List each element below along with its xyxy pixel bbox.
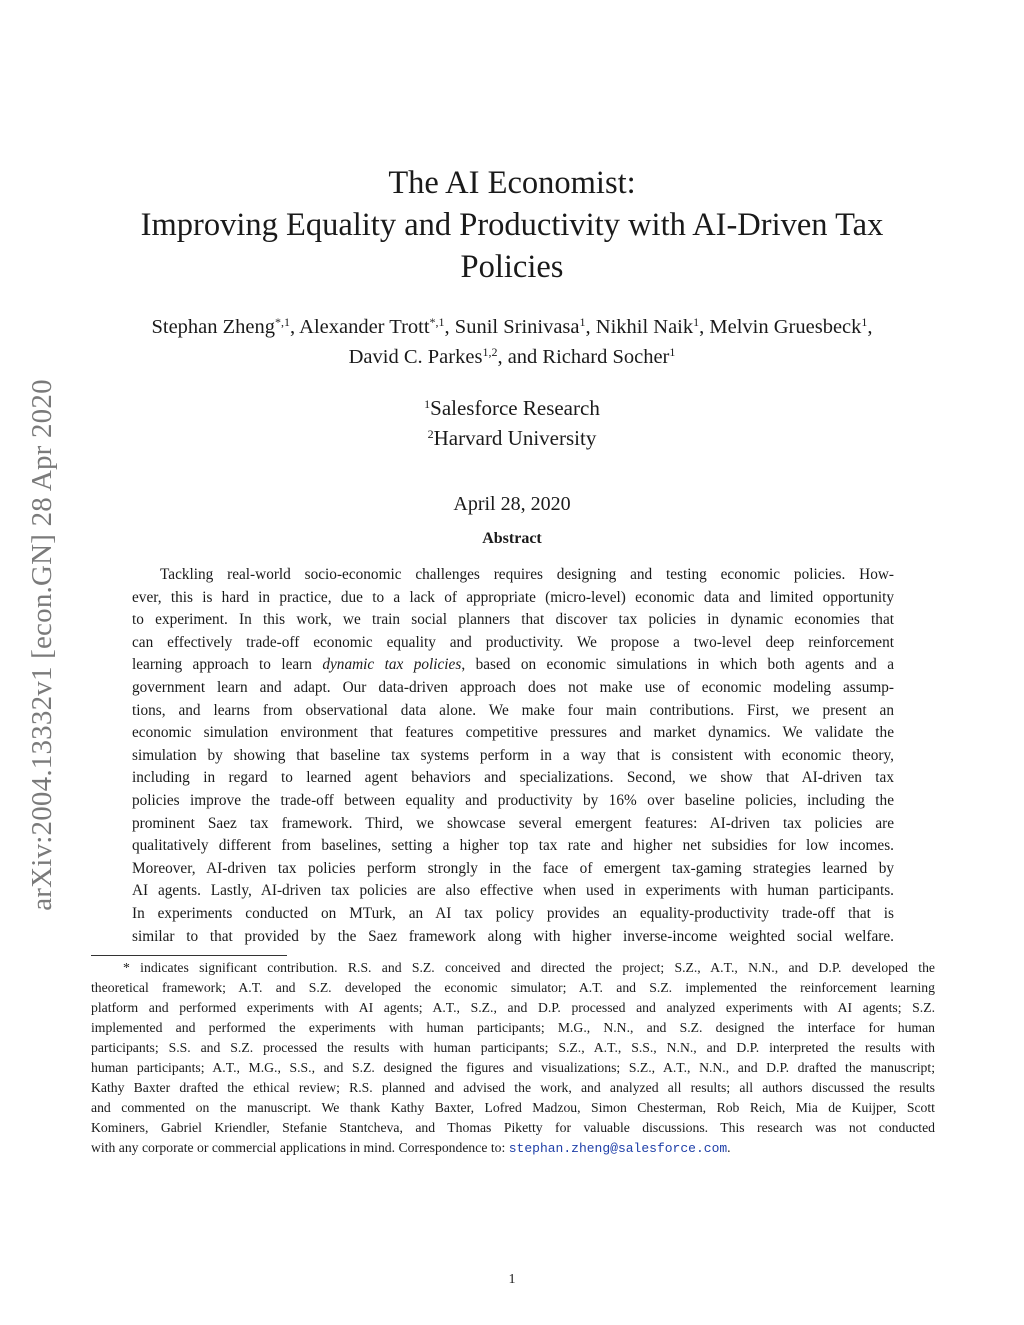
abstract-line: ever, this is hard in practice, due to a lack of appropriate (micro-level) economic data and limited opportunity xyxy=(132,588,894,606)
author-mark: 1 xyxy=(579,315,586,329)
abstract-heading: Abstract xyxy=(482,530,542,547)
affiliation-mark: 2 xyxy=(427,427,434,441)
footnote-line: * indicates significant contribution. R.S. and S.Z. conceived and directed the project; S.Z., A.T., N.N., and D.P. developed the xyxy=(123,960,935,975)
arxiv-identifier: arXiv:2004.13332v1 [econ.GN] 28 Apr 2020 xyxy=(26,379,58,911)
author-mark: *,1 xyxy=(275,315,291,329)
footnote-line: platform and performed experiments with AI agents; A.T., S.Z., and D.P. processed and analyzed experiments with AI agents; S.Z. xyxy=(91,1000,935,1015)
author-line-1: Stephan Zheng$^{*,1}$, Alexander Trott$^{*,1}$, Sunil Srinivasa$^1$, Nikhil Naik$^1$, Melvin Gruesbeck$^1$, xyxy=(151,315,873,338)
author-name: Sunil Srinivasa xyxy=(454,316,580,338)
paper-title-line-1: The AI Economist: xyxy=(388,165,636,201)
author-name: Stephan Zheng xyxy=(151,316,276,338)
author-name: Alexander Trott xyxy=(299,316,430,338)
abstract-body xyxy=(132,564,894,948)
author-name: Richard Socher xyxy=(542,346,670,368)
abstract-line: prominent Saez tax framework. Third, we showcase several emergent features: AI-driven tax policies are xyxy=(132,814,894,832)
publication-date: April 28, 2020 xyxy=(453,493,571,515)
author-mark: *,1 xyxy=(429,315,445,329)
abstract-line: can effectively trade-off economic equality and productivity. We propose a two-level deep reinforcement xyxy=(132,633,894,651)
author-mark: 1 xyxy=(861,315,868,329)
paper-title-line-3: Policies xyxy=(460,249,564,285)
abstract-line: In experiments conducted on MTurk, an AI tax policy provides an equality-productivity trade-off that is xyxy=(132,904,894,922)
correspondence-email-link[interactable]: stephan.zheng@salesforce.com xyxy=(508,1141,728,1156)
author-name: Nikhil Naik xyxy=(595,316,694,338)
author-name: Melvin Gruesbeck xyxy=(709,316,862,338)
abstract-line: economic simulation environment that features competitive pressures and market dynamics. We validate the xyxy=(132,724,894,742)
footnote-line: participants; S.S. and S.Z. processed the results with human participants; S.Z., A.T., S.S., N.N., and D.P. interpreted the results with xyxy=(91,1040,935,1055)
author-mark: 1 xyxy=(693,315,700,329)
author-name: David C. Parkes xyxy=(348,346,483,368)
affiliation-mark: 1 xyxy=(424,397,431,411)
footnote-line: human participants; A.T., M.G., S.S., and S.Z. designed the figures and visualizations; S.Z., A.T., N.N., and D.P. drafted the manuscript; xyxy=(91,1060,935,1075)
abstract-line: including in regard to learned agent behaviors and specializations. Second, we show that AI-driven tax xyxy=(132,769,894,787)
author-line-2: David C. Parkes$^{1,2}$, and Richard Socher$^1$ xyxy=(348,345,676,368)
paper-title-line-2: Improving Equality and Productivity with AI-Driven Tax xyxy=(140,207,884,243)
author-mark: 1,2 xyxy=(482,345,498,359)
footnote-line: theoretical framework; A.T. and S.Z. developed the economic simulator; A.T. and S.Z. implemented the reinforcement learning xyxy=(91,980,935,995)
abstract-line: government learn and adapt. Our data-driven approach does not make use of economic modeling assump- xyxy=(132,678,894,696)
author-mark: 1 xyxy=(669,345,676,359)
abstract-line: qualitatively different from baselines, setting a higher top tax rate and higher net subsidies for low incomes. xyxy=(132,837,894,855)
footnote-line: and commented on the manuscript. We thank Kathy Baxter, Lofred Madzou, Simon Chesterman, Rob Reich, Mia de Kuijper, Scott xyxy=(91,1100,935,1115)
abstract-line: policies improve the trade-off between equality and productivity by 16% over baseline policies, including the xyxy=(132,791,894,809)
footnote-rule xyxy=(91,955,287,956)
footnote-line: with any corporate or commercial applications in mind. Correspondence to: stephan.zheng@salesforce.com. xyxy=(91,1140,731,1156)
footnote-line: implemented and performed the experiments with human participants; M.G., N.N., and S.Z. designed the interface for human xyxy=(91,1020,935,1035)
affiliation-1 xyxy=(0,393,1024,423)
page-number: 1 xyxy=(508,1272,516,1287)
emphasis-dynamic-tax-policies: dynamic tax policies xyxy=(322,656,462,674)
abstract-line: similar to that provided by the Saez framework along with higher inverse-income weighted social welfare. xyxy=(132,927,894,945)
affiliation-2 xyxy=(0,423,1024,453)
abstract-line: to experiment. In this work, we train social planners that discover tax policies in dynamic economies that xyxy=(132,611,894,629)
footnote-line: Kominers, Gabriel Kriendler, Stefanie Stantcheva, and Thomas Piketty for valuable discussions. This research was not conducted xyxy=(91,1120,935,1135)
affiliation-name: Salesforce Research xyxy=(430,396,600,420)
abstract-line: simulation by showing that baseline tax systems perform in a way that is consistent with economic theory, xyxy=(132,746,894,764)
abstract-line: Tackling real-world socio-economic challenges requires designing and testing economic policies. How- xyxy=(160,566,894,583)
abstract-line: tions, and learns from observational data alone. We make four main contributions. First, we present an xyxy=(132,701,894,719)
footnote xyxy=(91,958,935,1158)
abstract-line: Moreover, AI-driven tax policies perform strongly in the face of emergent tax-gaming strategies learned by xyxy=(132,859,894,877)
footnote-line: Kathy Baxter drafted the ethical review; R.S. planned and advised the work, and analyzed all results; all authors discussed the results xyxy=(91,1080,935,1095)
abstract-line: learning approach to learn dynamic tax policies, based on economic simulations in which both agents and a xyxy=(132,656,894,674)
affiliation-name: Harvard University xyxy=(433,426,597,450)
abstract-line: AI agents. Lastly, AI-driven tax policies are also effective when used in experiments with human participants. xyxy=(132,882,894,900)
